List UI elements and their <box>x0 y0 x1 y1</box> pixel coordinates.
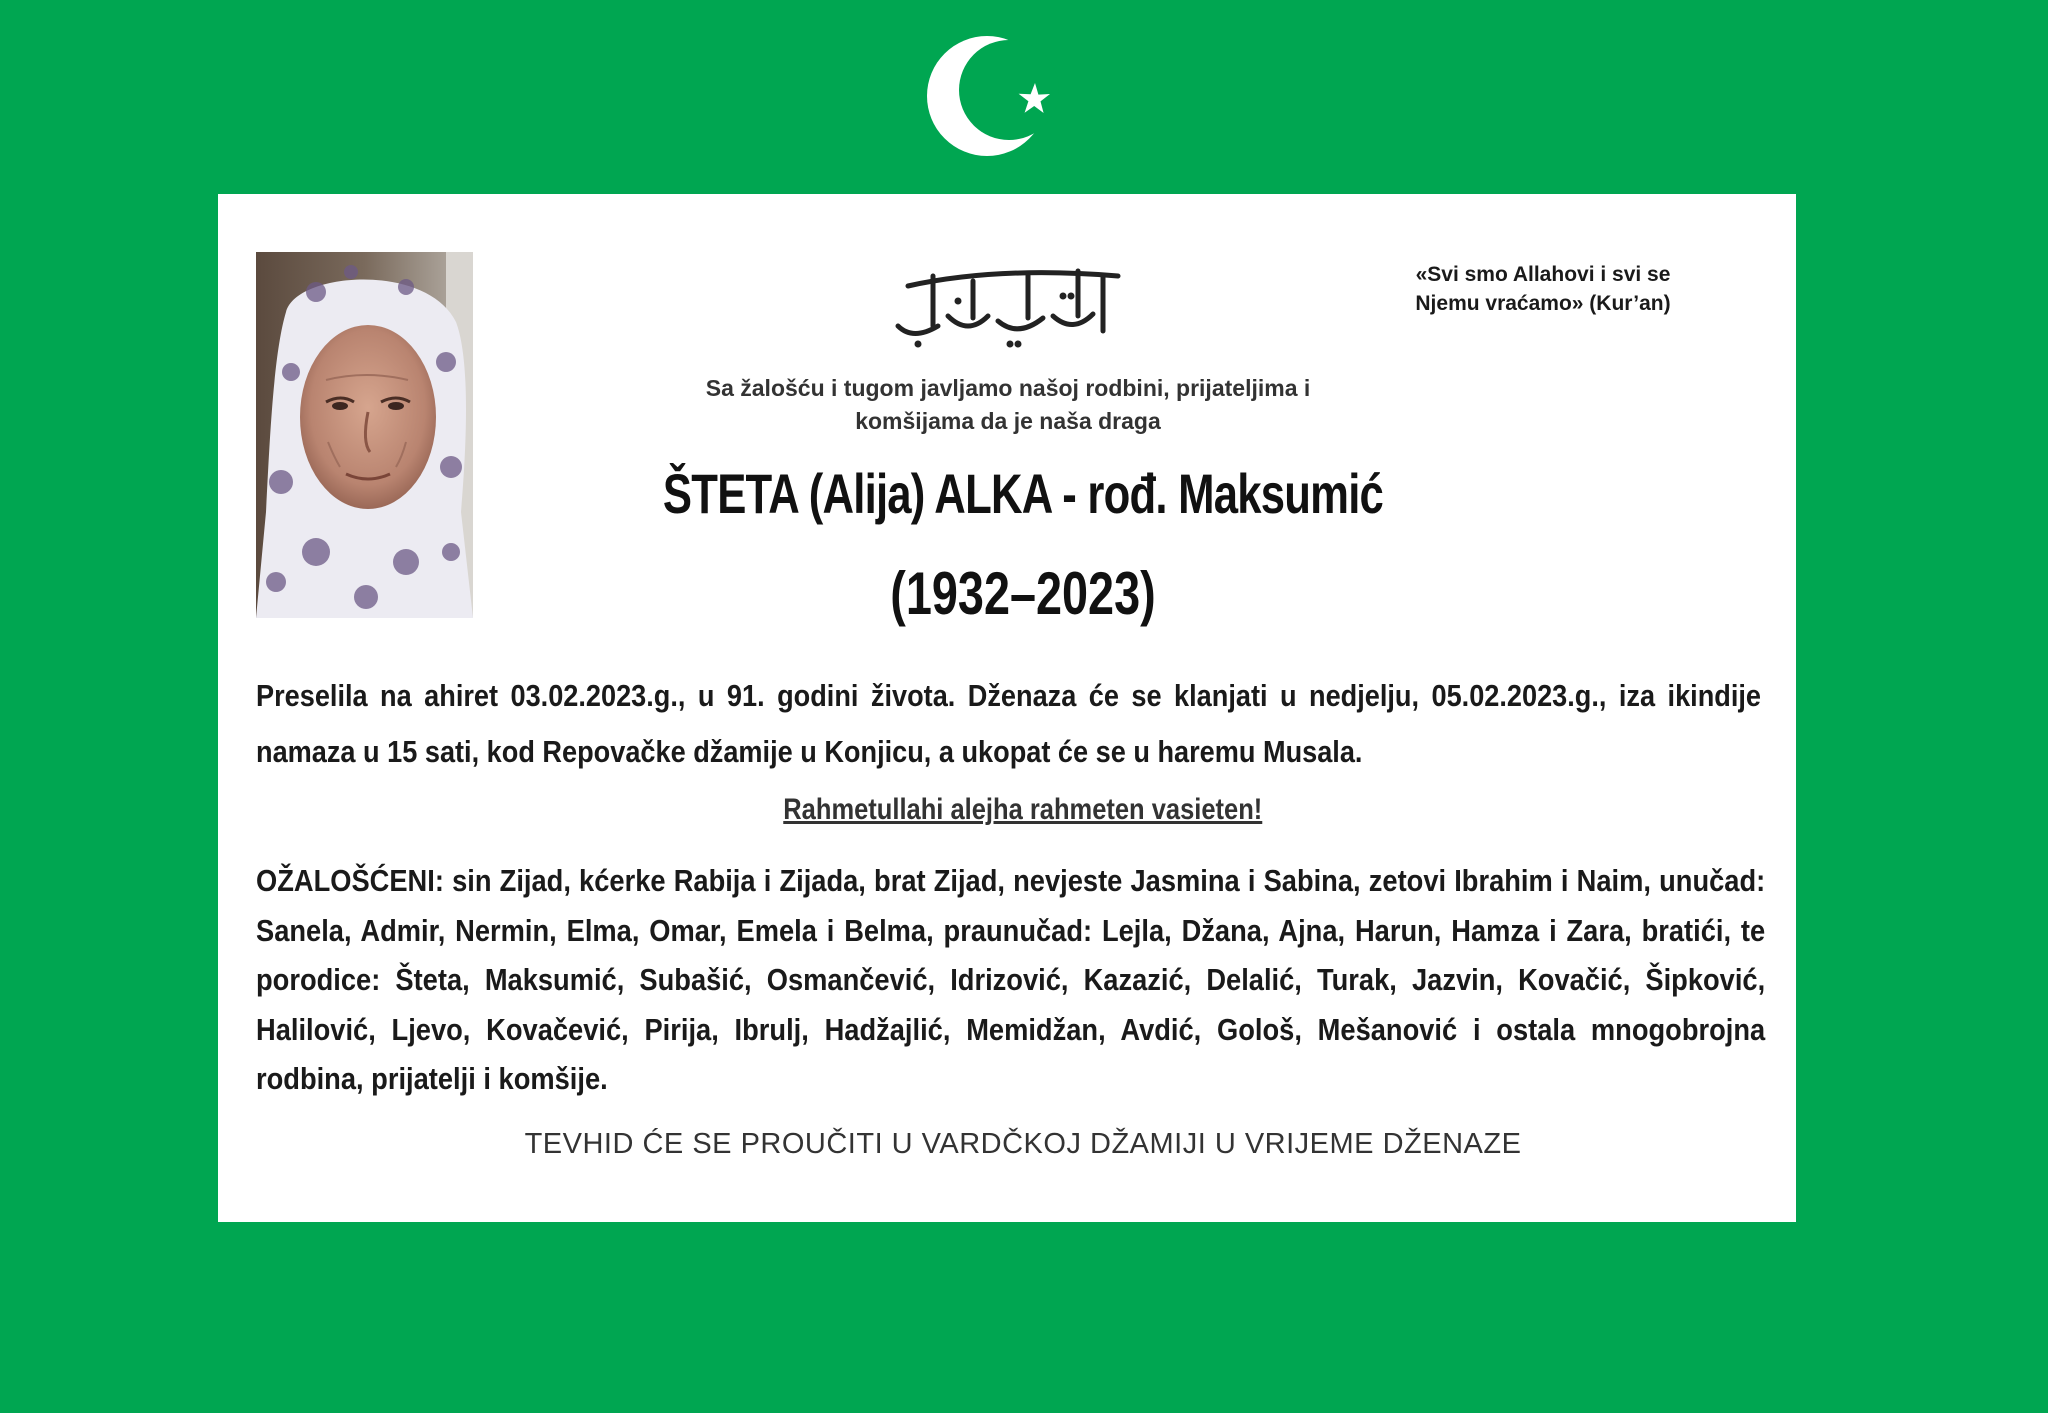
quran-quote: «Svi smo Allahovi i svi se Njemu vraćamo» (Kur’an) <box>1415 263 1671 315</box>
portrait-photo <box>256 252 473 618</box>
deceased-name: ŠTETA (Alija) ALKA - rođ. Maksumić <box>662 462 1384 525</box>
arabic-calligraphy <box>878 246 1138 356</box>
tevhid-notice: TEVHID ĆE SE PROUČITI U VARDČKOJ DŽAMIJI U VRIJEME DŽENAZE <box>524 1128 1522 1160</box>
prayer-line <box>518 790 1528 830</box>
prayer-text: Rahmetullahi alejha rahmeten vasieten! <box>783 793 1263 826</box>
mourners-list: OŽALOŠĆENI: sin Zijad, kćerke Rabija i Zijada, brat Zijad, nevjeste Jasmina i Sabina, zetovi Ibrahim i Naim, unučad: Sanela, Admir, Nermin, Elma, Omar, Emela i Belma, praunučad: Lejla, Džana, Ajna, Harun, Hamza i Zara, bratići, te porodice: Šteta, Maksumić, Subašić, Osmančević, Idrizović, Kazazić, Delalić, Turak, Jazvin, Kovačić, Šipković, Halilović, Ljevo, Kovačević, Pirija, Ibrulj, Hadžajlić, Memidžan, Avdić, Gološ, Mešanović i ostala mnogobrojna rodbina, prijatelji i komšije. <box>256 863 1766 1096</box>
crescent-star-icon <box>900 20 1090 170</box>
obituary-card <box>218 194 1796 1222</box>
deceased-years: (1932–2023) <box>890 560 1156 627</box>
funeral-announcement: Preselila na ahiret 03.02.2023.g., u 91. godini života. Dženaza će se klanjati u nedjelju, 05.02.2023.g., iza ikindije namaza u 15 sati, kod Repovačke džamije u Konjicu, a ukopat će se u haremu Musala. <box>256 678 1761 769</box>
intro-text: Sa žalošću i tugom javljamo našoj rodbini, prijateljima i komšijama da je naša draga <box>705 375 1311 434</box>
